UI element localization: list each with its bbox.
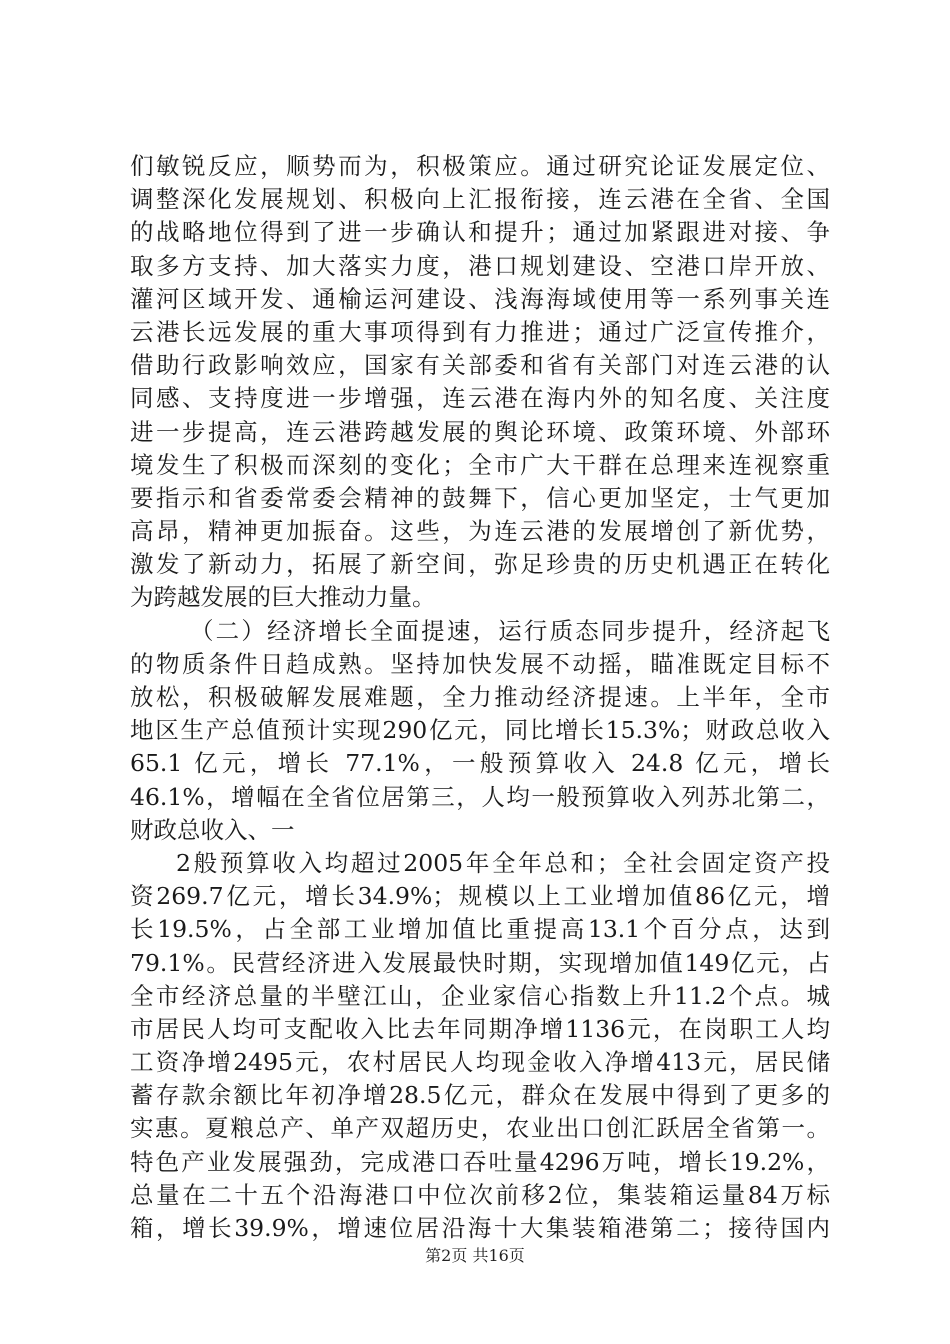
- section-heading-line: （二）经济增长全面提速，运行质态同步提升，经济起飞: [190, 616, 830, 645]
- text-line: 云港长远发展的重大事项得到有力推进；通过广泛宣传推介，: [130, 317, 830, 346]
- text-line: 全市经济总量的半壁江山，企业家信心指数上升11.2个点。城: [130, 981, 830, 1010]
- text-line: 65.1 亿元，增长 77.1%，一般预算收入 24.8 亿元，增长: [130, 749, 830, 778]
- text-line: 境发生了积极而深刻的变化；全市广大干群在总理来连视察重: [130, 450, 830, 479]
- text-line: 总量在二十五个沿海港口中位次前移2位，集装箱运量84万标: [130, 1180, 830, 1209]
- text-line: 同感、支持度进一步增强，连云港在海内外的知名度、关注度: [130, 384, 830, 413]
- paragraph-start-line: 2般预算收入均超过2005年全年总和；全社会固定资产投: [176, 848, 830, 877]
- text-line: 46.1%，增幅在全省位居第三，人均一般预算收入列苏北第二，: [130, 782, 830, 811]
- text-line: 蓄存款余额比年初净增28.5亿元，群众在发展中得到了更多的: [130, 1081, 830, 1110]
- text-line: 实惠。夏粮总产、单产双超历史，农业出口创汇跃居全省第一。: [130, 1114, 830, 1143]
- text-line: 的物质条件日趋成熟。坚持加快发展不动摇，瞄准既定目标不: [130, 649, 830, 678]
- text-line: 特色产业发展强劲，完成港口吞吐量4296万吨，增长19.2%，: [130, 1147, 830, 1176]
- text-line: 要指示和省委常委会精神的鼓舞下，信心更加坚定，士气更加: [130, 483, 830, 512]
- text-line: 们敏锐反应，顺势而为，积极策应。通过研究论证发展定位、: [130, 152, 830, 180]
- text-line: 资269.7亿元，增长34.9%；规模以上工业增加值86亿元，增: [130, 882, 830, 911]
- text-line: 市居民人均可支配收入比去年同期净增1136元，在岗职工人均: [130, 1014, 830, 1043]
- text-line: 取多方支持、加大落实力度，港口规划建设、空港口岸开放、: [130, 251, 830, 280]
- text-line: 激发了新动力，拓展了新空间，弥足珍贵的历史机遇正在转化: [130, 550, 830, 579]
- text-line: 长19.5%，占全部工业增加值比重提高13.1个百分点，达到: [130, 915, 830, 944]
- page-number-footer: 第2页 共16页: [425, 1246, 525, 1265]
- body-text: [130, 150, 830, 1245]
- text-line: 高昂，精神更加振奋。这些，为连云港的发展增创了新优势，: [130, 517, 830, 546]
- paragraph-end-line: 为跨越发展的巨大推动力量。: [130, 583, 436, 612]
- text-line: 工资净增2495元，农村居民人均现金收入净增413元，居民储: [130, 1048, 830, 1077]
- text-line: 灌河区域开发、通榆运河建设、浅海海域使用等一系列事关连: [130, 284, 830, 313]
- text-line: 进一步提高，连云港跨越发展的舆论环境、政策环境、外部环: [130, 417, 830, 446]
- text-line: 调整深化发展规划、积极向上汇报衔接，连云港在全省、全国: [130, 185, 830, 214]
- text-line: 借助行政影响效应，国家有关部委和省有关部门对连云港的认: [130, 351, 830, 380]
- text-line: 放松，积极破解发展难题，全力推动经济提速。上半年，全市: [130, 683, 830, 711]
- text-line: 的战略地位得到了进一步确认和提升；通过加紧跟进对接、争: [130, 218, 830, 247]
- text-line: 地区生产总值预计实现290亿元，同比增长15.3%；财政总收入: [130, 716, 830, 745]
- text-line: 箱，增长39.9%，增速位居沿海十大集装箱港第二；接待国内: [130, 1214, 830, 1242]
- text-line: 79.1%。民营经济进入发展最快时期，实现增加值149亿元，占: [130, 948, 830, 977]
- paragraph-end-line: 财政总收入、一: [130, 815, 295, 844]
